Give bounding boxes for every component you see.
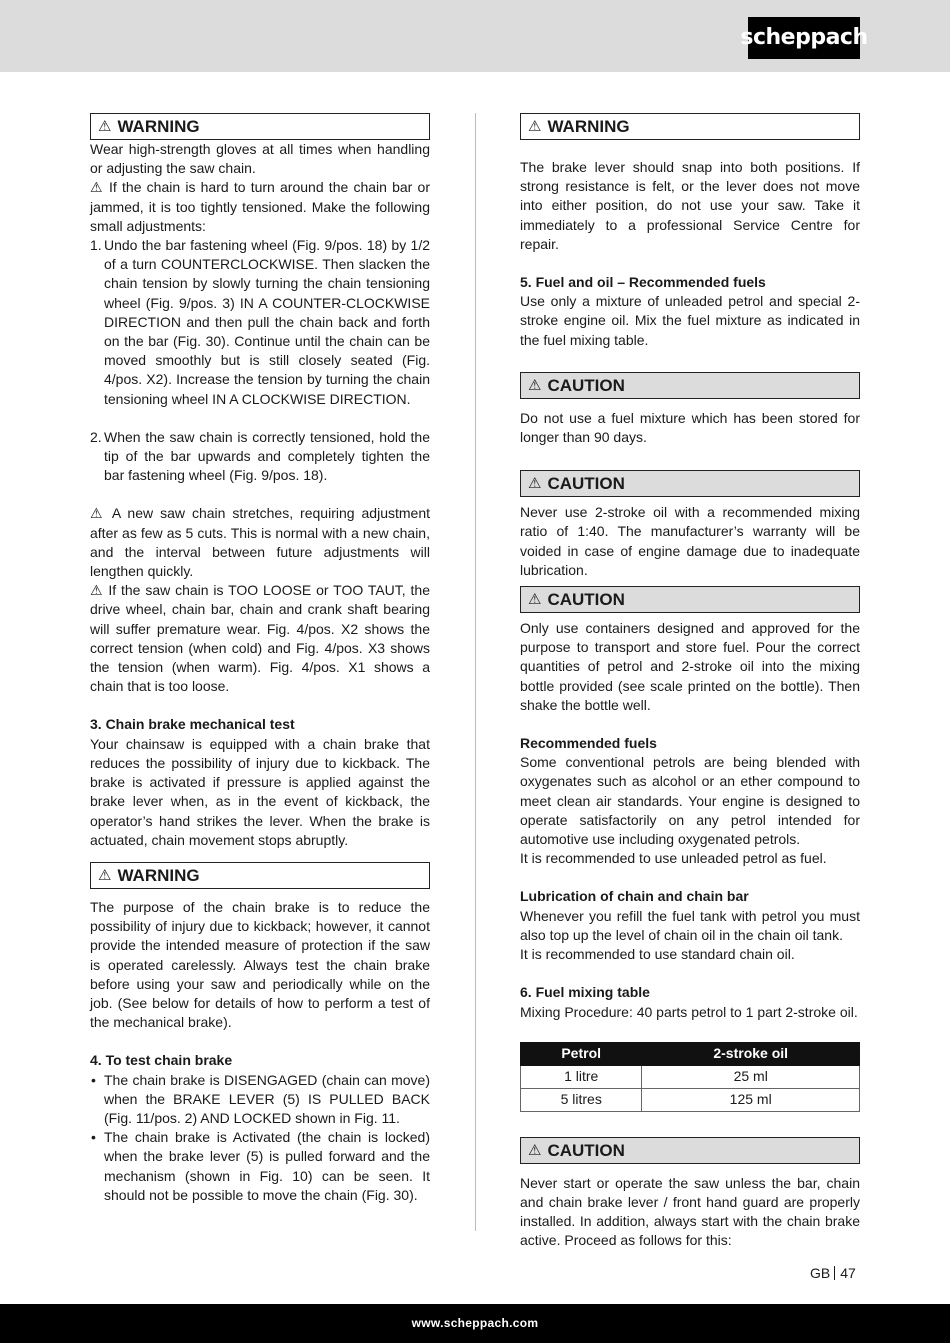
adjustment-steps (90, 236, 430, 485)
caution-text: Never start or operate the saw unless the bar, chain and chain brake lever / front hand guard are properly installed. In addition, always start with the chain brake active. Proceed as follows for this: (520, 1174, 860, 1249)
scheppach-logo: scheppach (748, 17, 860, 59)
section-text: Mixing Procedure: 40 parts petrol to 1 part 2-stroke oil. (520, 1003, 858, 1020)
section-text: It is recommended to use unleaded petrol as fuel. (520, 850, 827, 867)
warning-text: The purpose of the chain brake is to reduce the possibility of injury due to kickback; however, it cannot provide the intended measure of protection if the saw is operated carelessly. Always test the chain brake before using your saw and periodically while on the job. (See below for details of how to perform a test of the mechanical brake). (90, 898, 430, 1031)
section-heading: 6. Fuel mixing table (520, 984, 650, 1001)
page-number: GB 47 (810, 1265, 856, 1281)
warning-triangle-icon: ⚠ (90, 505, 112, 522)
section-text: Whenever you refill the fuel tank with petrol you must also top up the level of chain oil in the chain oil tank. (520, 907, 860, 943)
fuel-mixing-table (520, 1042, 860, 1112)
table-header-row (521, 1042, 860, 1065)
warning-triangle-icon: ⚠ (90, 582, 109, 599)
column-divider (475, 113, 476, 1231)
caution-text: Do not use a fuel mixture which has been stored for longer than 90 days. (520, 409, 860, 446)
right-column (520, 113, 860, 1251)
hard-turn-paragraph: ⚠ If the chain is hard to turn around the chain bar or jammed, it is too tightly tensioned. Make the following small adjustments: (90, 179, 430, 234)
section-heading: 5. Fuel and oil – Recommended fuels (520, 274, 766, 291)
too-loose-paragraph: ⚠ If the saw chain is TOO LOOSE or TOO TAUT, the drive wheel, chain bar, chain and crank shaft bearing will suffer premature wear. Fig. 4/pos. X2 shows the correct tension (when cold) and Fig. 4/pos. X3 shows the tension (when warm). Fig. 4/pos. X1 shows a chain that is too loose. (90, 582, 430, 695)
warning-triangle-icon: ⚠ (90, 179, 110, 196)
list-item: 1. Undo the bar fastening wheel (Fig. 9/pos. 18) by 1/2 of a turn COUNTERCLOCKWISE. Then slacken the chain tension by slowly turning the chain tensioning wheel (Fig. 9/pos. 3) IN A COUNTER-CLOCKWISE DIRECTION and then pull the chain back and forth on the bar (Fig. 30). Continue until the chain can be moved smoothly but is still closely seated (Fig. 4/pos. X2). Increase the tension by turning the chain tensioning wheel IN A CLOCKWISE DIRECTION. (90, 237, 430, 407)
brake-test-list (90, 1071, 430, 1205)
warning-box: ⚠ WARNING (90, 113, 430, 140)
left-column (90, 113, 430, 1205)
warning-triangle-icon: ⚠ (528, 1141, 542, 1159)
warning-text: The brake lever should snap into both positions. If strong resistance is felt, or the lever does not move into either position, do not use your saw. Take it immediately to a professional Service Centre for repair. (520, 159, 860, 252)
caution-box: ⚠ CAUTION (520, 372, 860, 399)
caution-box: ⚠ CAUTION (520, 470, 860, 497)
section-text: Use only a mixture of unleaded petrol and special 2-stroke engine oil. Mix the fuel mixture as indicated in the fuel mixing table. (520, 293, 860, 348)
list-item: 2. When the saw chain is correctly tensioned, hold the tip of the bar upwards and completely tighten the bar fastening wheel (Fig. 9/pos. 18). (90, 428, 430, 484)
section-text: It is recommended to use standard chain oil. (520, 946, 795, 963)
warning-triangle-icon: ⚠ (528, 475, 542, 493)
caution-text: Never use 2-stroke oil with a recommended mixing ratio of 1:40. The manufacturer’s warranty will be voided in case of engine damage due to inadequate lubrication. (520, 504, 860, 578)
caution-box: ⚠ CAUTION (520, 586, 860, 613)
table-row (521, 1065, 860, 1088)
section-text: Your chainsaw is equipped with a chain brake that reduces the possibility of injury due to kickback. The brake is activated if pressure is applied against the brake lever when, as in the event of kickback, the operator’s hand strikes the lever. When the brake is actuated, chain movement stops abruptly. (90, 735, 430, 848)
warning-text: Wear high-strength gloves at all times when handling or adjusting the saw chain. (90, 141, 430, 177)
list-item: • The chain brake is DISENGAGED (chain can move) when the BRAKE LEVER (5) IS PULLED BACK (Fig. 11/pos. 2) AND LOCKED shown in Fig. 11. (91, 1071, 430, 1126)
caution-text: Only use containers designed and approved for the purpose to transport and store fuel. Pour the correct quantities of petrol and 2-stroke oil into the mixing bottle provided (see scale printed on the bottle). Then shake the bottle well. (520, 620, 860, 713)
new-chain-paragraph: ⚠ A new saw chain stretches, requiring adjustment after as few as 5 cuts. This is normal with a new chain, and the interval between future adjustments will lengthen quickly. (90, 505, 430, 580)
warning-triangle-icon: ⚠ (98, 117, 112, 135)
table-header: Petrol (521, 1042, 642, 1065)
section-heading: Recommended fuels (520, 735, 657, 752)
warning-box: ⚠ WARNING (520, 113, 860, 140)
section-text: Some conventional petrols are being blended with oxygenates such as alcohol or an ether compound to meet clean air standards. Your engine is designed to operate satisfactorily on any petrol intended for automotive use including oxygenated petrols. (520, 754, 860, 848)
warning-triangle-icon: ⚠ (98, 866, 112, 884)
warning-triangle-icon: ⚠ (528, 117, 542, 135)
list-item: • The chain brake is Activated (the chain is locked) when the brake lever (5) is pulled forward and the mechanism (shown in Fig. 10) can be seen. It should not be possible to move the chain (Fig. 30). (91, 1129, 430, 1203)
section-heading: 4. To test chain brake (90, 1052, 233, 1069)
section-heading: Lubrication of chain and chain bar (520, 888, 749, 905)
table-cell: 125 ml (642, 1088, 860, 1111)
warning-box: ⚠ WARNING (90, 862, 430, 889)
warning-triangle-icon: ⚠ (528, 590, 542, 608)
table-cell: 5 litres (521, 1088, 642, 1111)
table-row (521, 1088, 860, 1111)
table-cell: 1 litre (521, 1065, 642, 1088)
table-header: 2-stroke oil (642, 1042, 860, 1065)
footer-bar (0, 1304, 950, 1343)
warning-triangle-icon: ⚠ (528, 376, 542, 394)
table-cell: 25 ml (642, 1065, 860, 1088)
section-heading: 3. Chain brake mechanical test (90, 716, 295, 733)
website-link[interactable]: www.scheppach.com (411, 1315, 539, 1330)
caution-box: ⚠ CAUTION (520, 1137, 860, 1164)
